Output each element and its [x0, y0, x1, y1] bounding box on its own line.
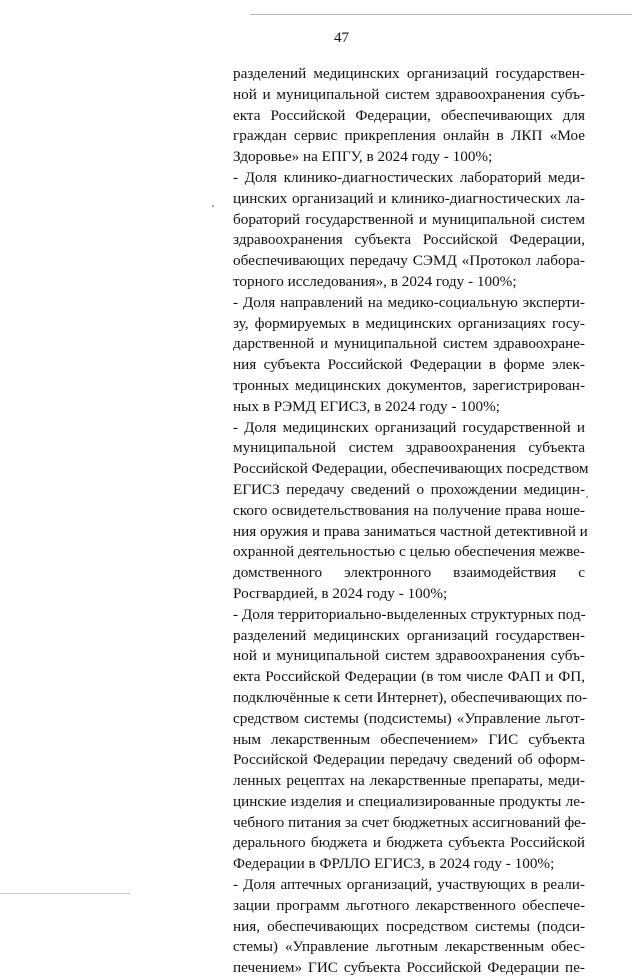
- text-line: граждан сервис прикрепления онлайн в ЛКП «Мое: [233, 127, 585, 145]
- text-line: ния субъекта Российской Федерации в форме элек-: [233, 356, 585, 374]
- text-line: цинские изделия и специализированные продукты ле-: [233, 792, 585, 810]
- text-line: екта Российской Федерации, обеспечивающих для: [233, 106, 585, 124]
- text-line: ной и муниципальной систем здравоохранения субъ-: [233, 85, 585, 103]
- text-line: разделений медицинских организаций государствен-: [233, 626, 585, 644]
- text-line: ных в РЭМД ЕГИСЗ, в 2024 году - 100%;: [233, 397, 500, 415]
- page-number: 47: [334, 30, 349, 46]
- text-line: чебного питания за счет бюджетных ассигнований фе-: [233, 813, 586, 831]
- text-line: средством системы (подсистемы) «Управление льгот-: [233, 709, 585, 727]
- text-line: ЕГИСЗ передачу сведений о прохождении медицин-: [233, 480, 585, 498]
- text-line: ния, обеспечивающих посредством системы (подси-: [233, 917, 585, 935]
- text-line: обеспечивающих передачу СЭМД «Протокол лабора-: [233, 252, 585, 270]
- text-line: печением» ГИС субъекта Российской Федерации пе-: [233, 959, 585, 977]
- text-line: разделений медицинских организаций государствен-: [233, 65, 585, 82]
- scan-edge-bottom: [0, 893, 130, 894]
- text-line: Здоровье» на ЕПГУ, в 2024 году - 100%;: [233, 148, 493, 166]
- text-line: ленных рецептах на лекарственные препараты, меди-: [233, 772, 585, 790]
- text-line: дерального бюджета и бюджета субъекта Российской: [233, 834, 585, 852]
- text-line: ского освидетельствования на получение права ноше-: [233, 501, 585, 519]
- text-line: Российской Федерации, обеспечивающих посредством: [233, 460, 589, 478]
- text-line: екта Российской Федерации (в том числе ФАП и ФП,: [233, 668, 585, 686]
- text-line: ной и муниципальной систем здравоохранения субъ-: [233, 647, 585, 665]
- text-line: - Доля аптечных организаций, участвующих в реали-: [233, 876, 585, 894]
- text-line: Российской Федерации передачу сведений об оформ-: [233, 751, 585, 769]
- text-line: Росгвардией, в 2024 году - 100%;: [233, 584, 448, 602]
- scan-edge-top: [250, 14, 632, 15]
- text-line: ния оружия и права заниматься частной детективной и: [233, 522, 588, 540]
- text-line: охранной деятельностью с целью обеспечения межве-: [233, 543, 585, 561]
- scan-speck: [212, 205, 214, 207]
- text-line: подключённые к сети Интернет), обеспечивающих по-: [233, 688, 588, 706]
- text-line: муниципальной систем здравоохранения субъекта: [233, 439, 585, 457]
- body-text: [233, 64, 589, 979]
- text-line: - Доля направлений на медико-социальную эксперти-: [233, 293, 585, 311]
- text-line: стемы) «Управление льготным лекарственным обес-: [233, 938, 585, 956]
- text-line: цинских организаций и клинико-диагностических ла-: [233, 189, 585, 207]
- text-line: ным лекарственным обеспечением» ГИС субъекта: [233, 730, 585, 748]
- text-line: тронных медицинских документов, зарегистрирован-: [233, 376, 585, 394]
- text-line: - Доля клинико-диагностических лабораторий меди-: [233, 168, 585, 186]
- text-line: - Доля территориально-выделенных структурных под-: [233, 605, 586, 623]
- text-line: зу, формируемых в медицинских организациях госу-: [233, 314, 585, 332]
- text-line: домственного электронного взаимодействия с: [233, 564, 585, 582]
- scan-speck: [586, 496, 588, 498]
- text-line: - Доля медицинских организаций государственной и: [233, 418, 585, 436]
- text-line: бораторий государственной и муниципальной систем: [233, 210, 585, 228]
- text-line: дарственной и муниципальной систем здравоохране-: [233, 335, 585, 353]
- text-line: здравоохранения субъекта Российской Федерации,: [233, 231, 585, 249]
- text-line: Федерации в ФРЛЛО ЕГИСЗ, в 2024 году - 100%;: [233, 855, 555, 873]
- text-line: зации программ льготного лекарственного обеспече-: [233, 896, 585, 914]
- text-line: торного исследования», в 2024 году - 100%;: [233, 272, 517, 290]
